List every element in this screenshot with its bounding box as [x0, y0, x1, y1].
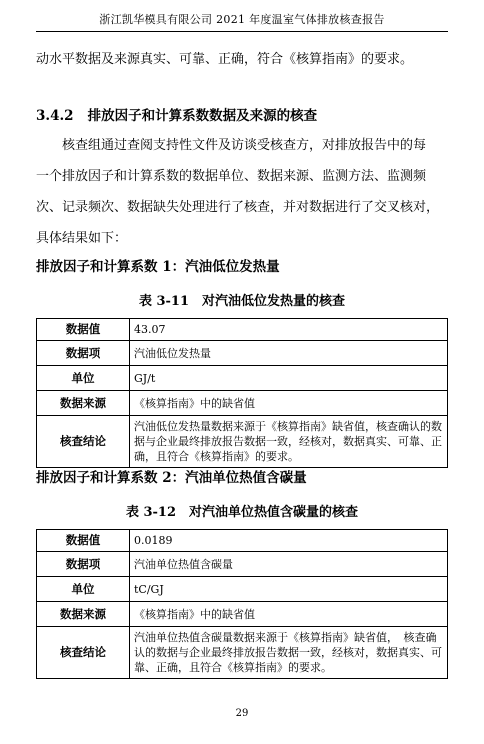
page-header: 浙江凯华模具有限公司 2021 年度温室气体排放核查报告: [99, 13, 385, 26]
paragraph-continuation: 动水平数据及来源真实、可靠、正确，符合《核算指南》的要求。: [36, 52, 414, 67]
table-row: [37, 552, 448, 577]
table-row: [37, 341, 448, 366]
section-title: 排放因子和计算系数数据及来源的核查: [87, 108, 318, 124]
row-label: 数据值: [37, 319, 130, 341]
row-value: tC/GJ: [130, 577, 448, 602]
row-label: 数据项: [37, 341, 130, 366]
row-value: GJ/t: [130, 366, 448, 391]
table-row: [37, 319, 448, 341]
row-label: 数据来源: [37, 391, 130, 416]
paragraph-line: 核查组通过查阅支持性文件及访谈受核查方，对排放报告中的每: [62, 138, 427, 153]
row-label: 单位: [37, 366, 130, 391]
table-row: [37, 577, 448, 602]
row-value: 《核算指南》中的缺省值: [130, 391, 448, 416]
page-number: 29: [235, 708, 249, 719]
table-row: [37, 530, 448, 552]
paragraph-line: 一个排放因子和计算系数的数据单位、数据来源、监测方法、监测频: [36, 169, 427, 184]
section-heading: [36, 101, 448, 132]
factor-heading-2: 排放因子和计算系数 2：汽油单位热值含碳量: [36, 470, 307, 486]
row-label: 数据来源: [37, 602, 130, 627]
paragraph-line: 次、记录频次、数据缺失处理进行了核查，并对数据进行了交叉核对，: [36, 200, 440, 215]
table-row: [37, 391, 448, 416]
row-label: 数据值: [37, 530, 130, 552]
table-3-11: [36, 318, 448, 468]
table-caption-3-11: 表 3-11 对汽油低位发热量的核查: [138, 294, 346, 309]
row-value: 汽油低位发热量数据来源于《核算指南》缺省值，核查确认的数据与企业最终排放报告数据一致，经核对，数据真实、可靠、正确，且符合《核算指南》的要求。: [130, 416, 448, 468]
paragraph-method: [36, 130, 448, 254]
table-row: [37, 627, 448, 679]
table-3-12: [36, 529, 448, 679]
row-value: 汽油单位热值含碳量数据来源于《核算指南》缺省值， 核查确认的数据与企业最终排放报告数据一致，经核对，数据真实、可靠、正确，且符合《核算指南》的要求。: [130, 627, 448, 679]
row-value: 43.07: [130, 319, 448, 341]
factor-heading-1: 排放因子和计算系数 1：汽油低位发热量: [36, 259, 280, 275]
table-caption-3-12: 表 3-12 对汽油单位热值含碳量的核查: [125, 505, 359, 520]
section-number: 3.4.2: [36, 108, 74, 124]
row-label: 数据项: [37, 552, 130, 577]
row-label: 单位: [37, 577, 130, 602]
row-value: 汽油单位热值含碳量: [130, 552, 448, 577]
row-label: 核查结论: [37, 627, 130, 679]
row-value: 0.0189: [130, 530, 448, 552]
row-label: 核查结论: [37, 416, 130, 468]
row-value: 汽油低位发热量: [130, 341, 448, 366]
table-row: [37, 366, 448, 391]
paragraph-line: 具体结果如下：: [36, 231, 128, 246]
table-row: [37, 602, 448, 627]
table-row: [37, 416, 448, 468]
row-value: 《核算指南》中的缺省值: [130, 602, 448, 627]
header-divider: [36, 31, 448, 32]
